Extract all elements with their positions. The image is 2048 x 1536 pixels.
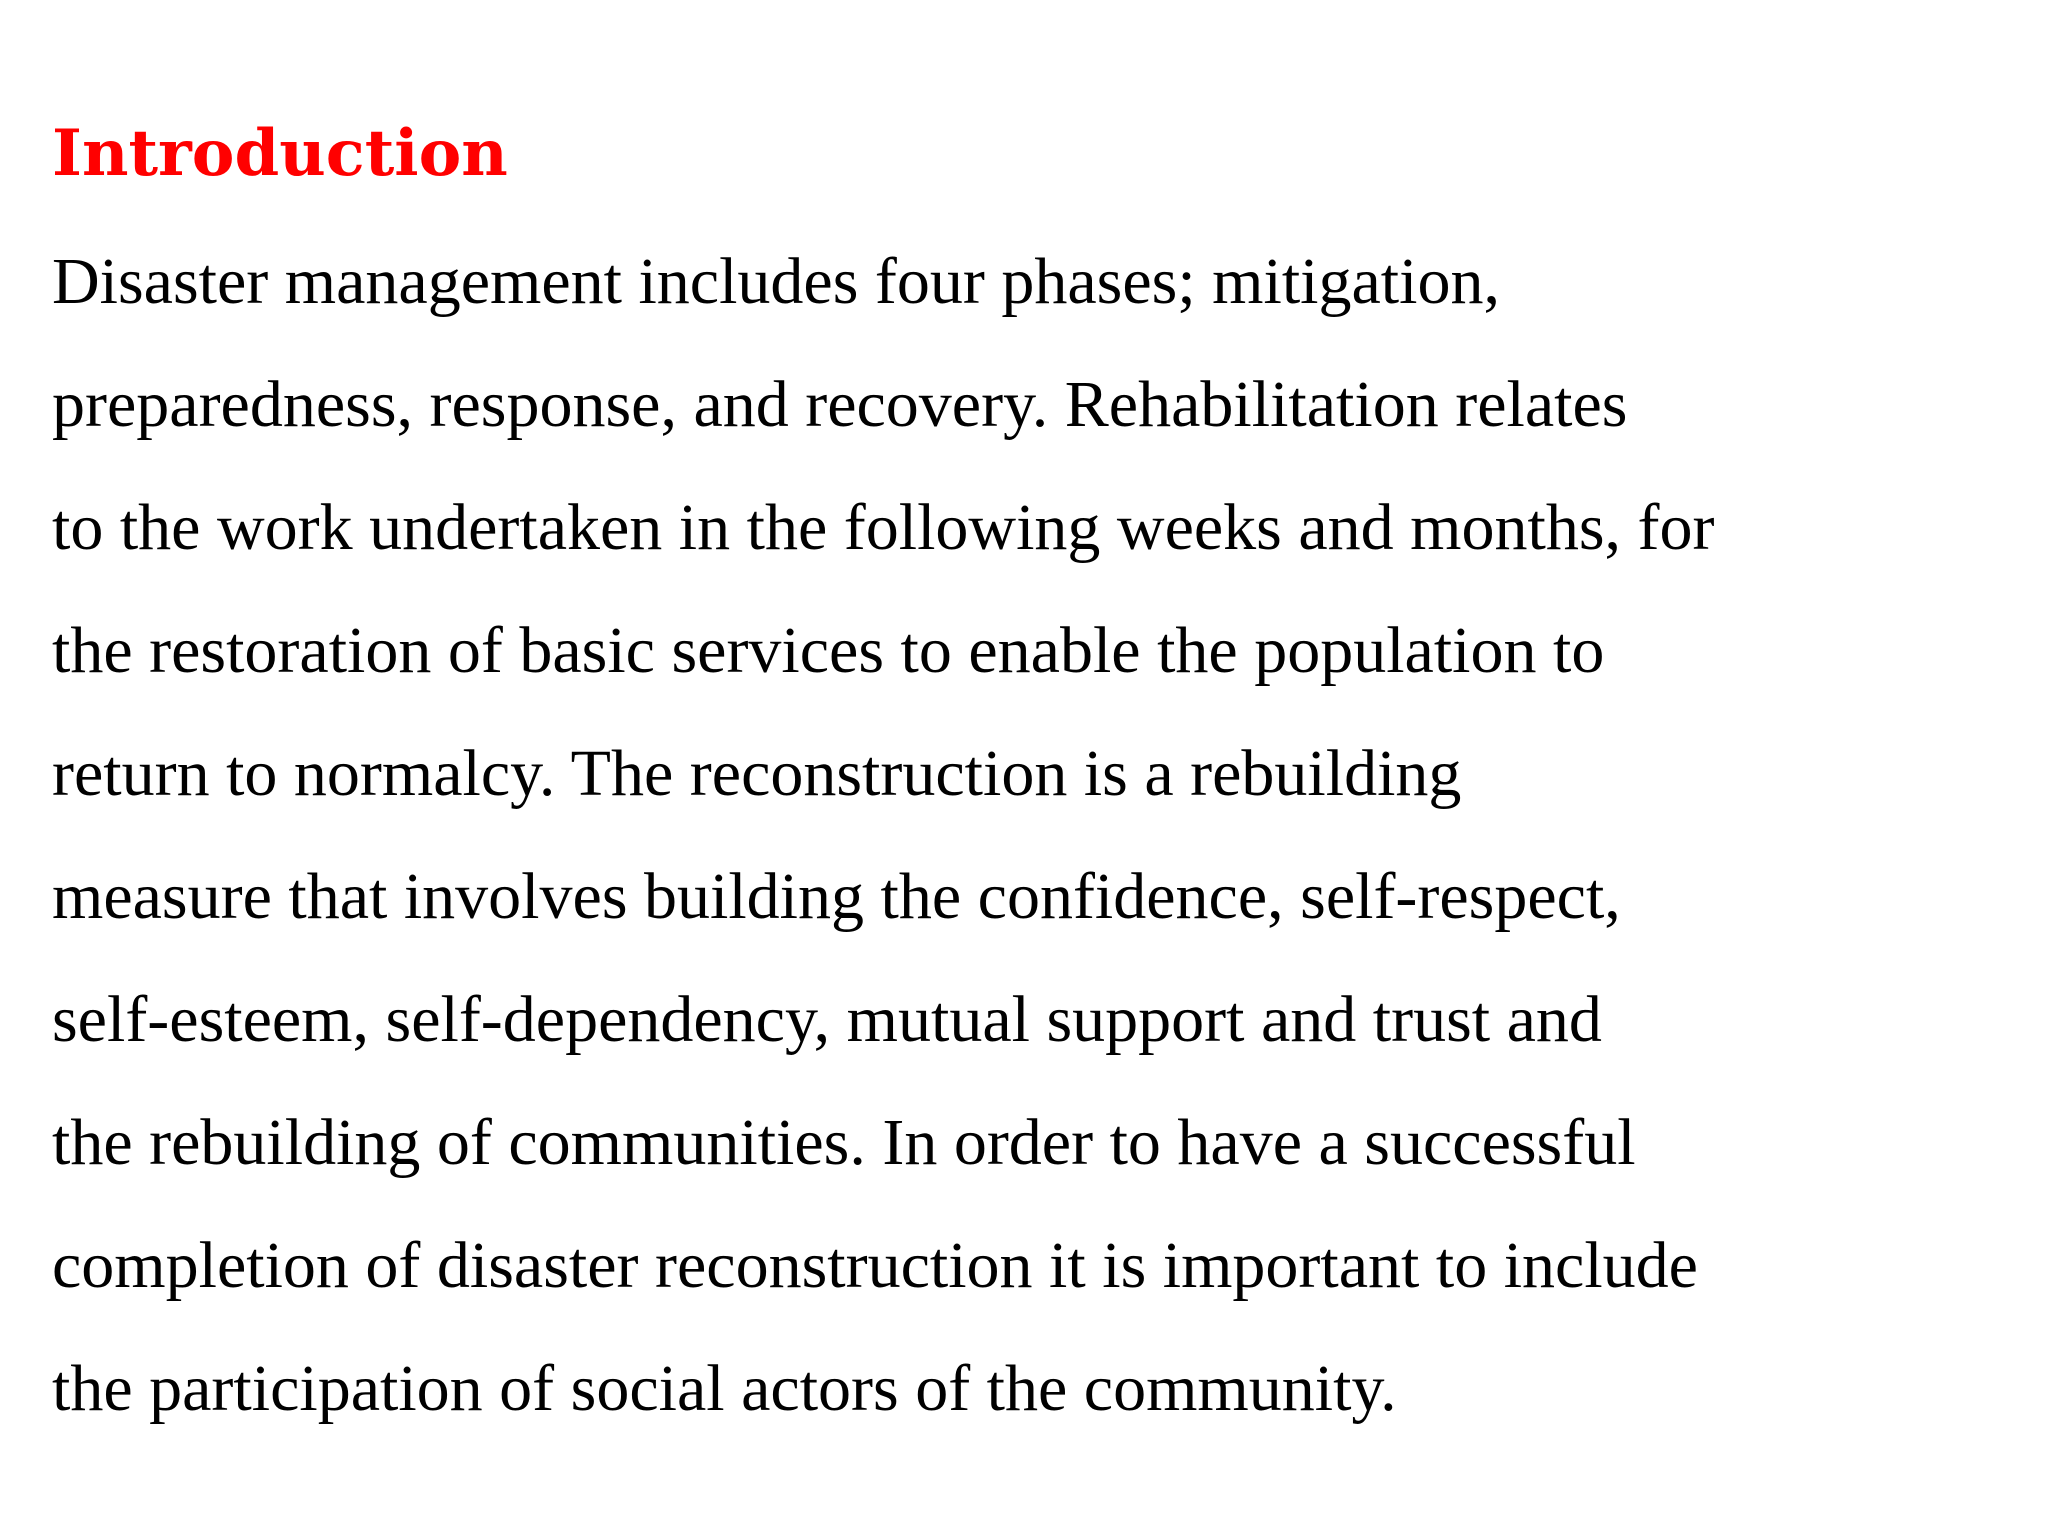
paragraph-line: self-esteem, self-dependency, mutual support and trust and xyxy=(52,983,1602,1056)
paragraph-line: preparedness, response, and recovery. Rehabilitation relates xyxy=(52,368,1628,441)
paragraph-line: the participation of social actors of the community. xyxy=(52,1352,1397,1425)
paragraph-line: completion of disaster reconstruction it is important to include xyxy=(52,1229,1698,1302)
introduction-paragraph xyxy=(52,232,2012,1462)
paragraph-line: return to normalcy. The reconstruction is a rebuilding xyxy=(52,737,1462,810)
section-heading: Introduction xyxy=(52,116,508,191)
paragraph-line: the rebuilding of communities. In order to have a successful xyxy=(52,1106,1636,1179)
paragraph-line: measure that involves building the confidence, self-respect, xyxy=(52,860,1621,933)
paragraph-line: to the work undertaken in the following weeks and months, for xyxy=(52,491,1715,564)
paragraph-line: Disaster management includes four phases; mitigation, xyxy=(52,245,1500,318)
paragraph-line: the restoration of basic services to enable the population to xyxy=(52,614,1605,687)
